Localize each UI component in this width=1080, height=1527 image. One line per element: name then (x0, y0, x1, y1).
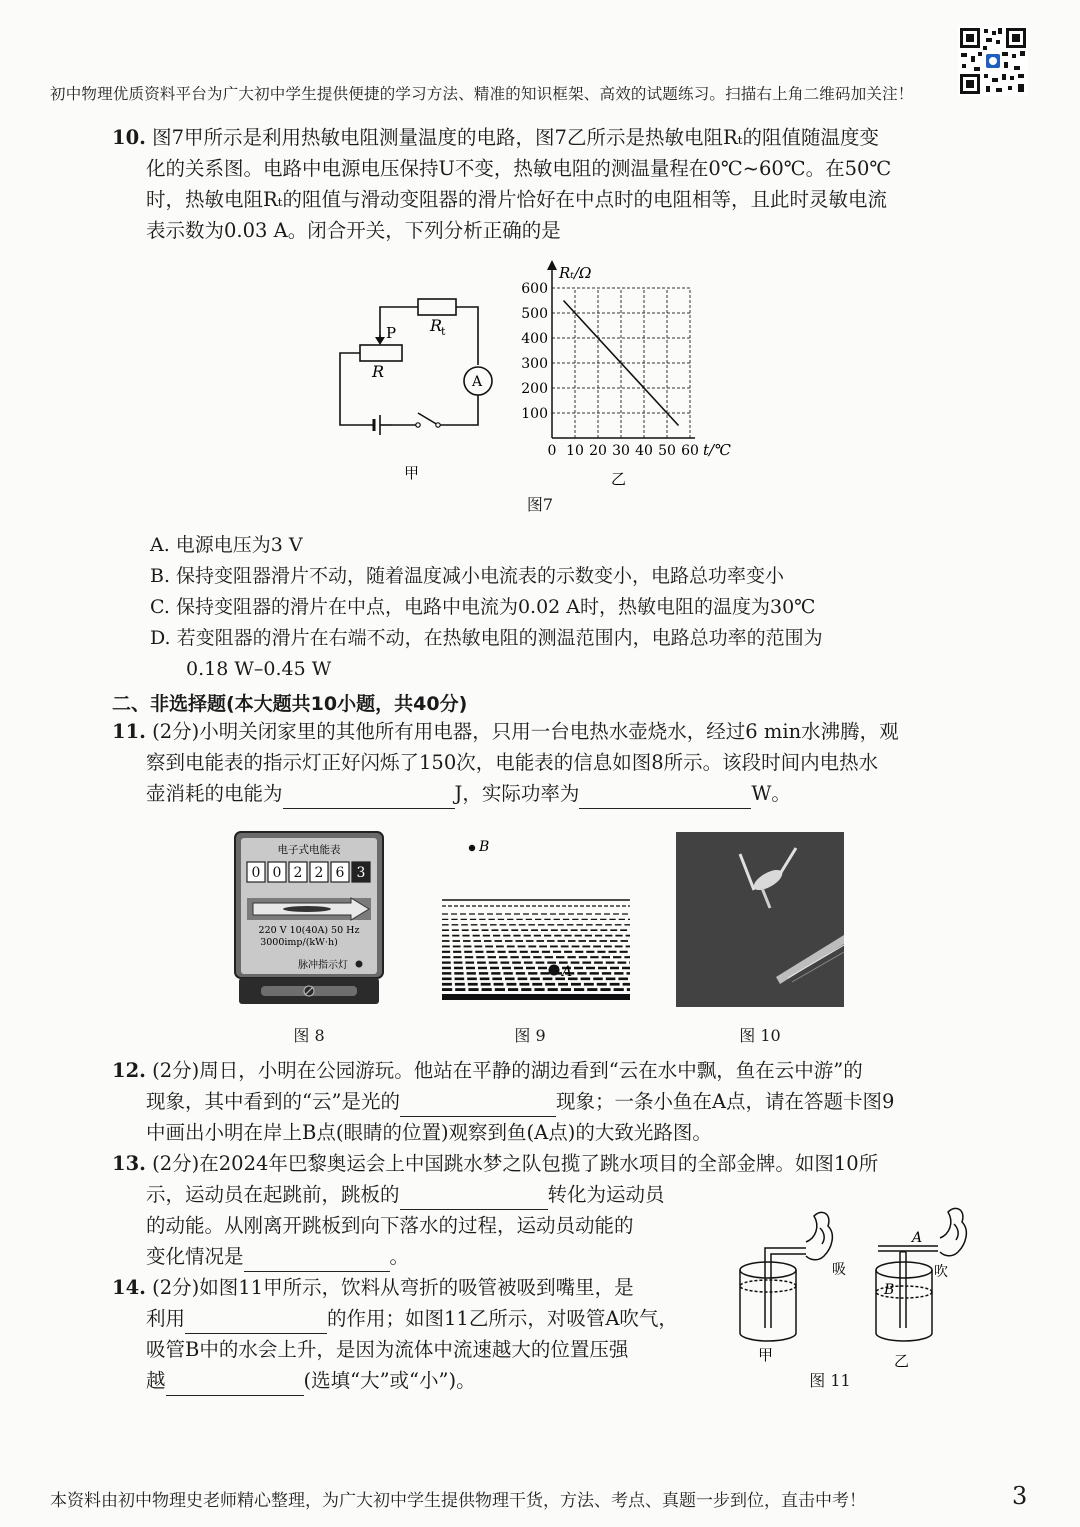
question-number: 14. (112, 1276, 146, 1299)
option-b: B. 保持变阻器滑片不动，随着温度减小电流表的示数变小，电路总功率变小 (150, 565, 785, 587)
option-d-continued: 0.18 W–0.45 W (186, 658, 332, 680)
figure-7-caption: 图7 (526, 495, 554, 514)
question-12 (112, 1055, 992, 1148)
question-text: 利用 (146, 1307, 186, 1330)
question-text: 。 (389, 1245, 410, 1268)
straw-a-label: A (912, 1230, 923, 1246)
question-text: (2分)小明关闭家里的其他所有用电器，只用一台电热水壶烧水，经过6 min水沸腾，观 (152, 720, 899, 743)
question-number: 11. (112, 720, 146, 743)
meter-indicator-label: 脉冲指示灯 (298, 960, 348, 971)
answer-blank[interactable] (400, 1094, 556, 1117)
pulse-light-icon (356, 961, 363, 968)
question-text: 化的关系图。电路中电源电压保持U不变，热敏电阻的测温量程在0℃~60℃。在50℃ (146, 157, 892, 180)
question-number: 10. (112, 126, 146, 149)
thermistor-label-sub: t (441, 325, 446, 338)
rheostat-label: R (372, 362, 385, 381)
page-number: 3 (1012, 1482, 1028, 1510)
circuit-caption: 甲 (404, 464, 420, 482)
point-b-label: B (479, 839, 490, 855)
question-text: (2分)在2024年巴黎奥运会上中国跳水梦之队包揽了跳水项目的全部金牌。如图10所 (152, 1152, 879, 1175)
graph-ytick-label: 200 (521, 381, 548, 397)
question-text: (2分)周日，小明在公园游玩。他站在平静的湖边看到“云在水中飘，鱼在云中游”的 (152, 1059, 863, 1082)
thermistor-label: R (430, 316, 443, 335)
figure-9-caption: 图 9 (514, 1026, 546, 1045)
question-text: 示，运动员在起跳前，跳板的 (146, 1183, 400, 1206)
figure-11-caption: 图 11 (809, 1371, 851, 1390)
question-text: 越 (146, 1369, 166, 1392)
answer-blank[interactable] (400, 1187, 548, 1210)
question-text: 图7甲所示是利用热敏电阻测量温度的电路，图7乙所示是热敏电阻Rₜ的阻值随温度变 (152, 126, 879, 149)
question-11 (112, 716, 992, 809)
meter-spec-voltage: 220 V 10(40A) 50 Hz (258, 925, 360, 936)
section-title: 二、非选择题(本大题共10小题，共40分) (112, 693, 468, 715)
question-text: 中画出小明在岸上B点(眼睛的位置)观察到鱼(A点)的大致光路图。 (146, 1121, 712, 1144)
graph-ytick-label: 600 (521, 281, 548, 297)
question-14 (112, 1272, 712, 1396)
question-text: 变化情况是 (146, 1245, 244, 1268)
question-text: 时，热敏电阻Rₜ的阻值与滑动变阻器的滑片恰好在中点时的电阻相等，且此时灵敏电流 (146, 188, 887, 211)
meter-digit: 0 (251, 865, 261, 881)
answer-blank[interactable] (283, 786, 455, 809)
diving-photo (676, 832, 844, 1007)
question-text: 现象，其中看到的“云”是光的 (146, 1090, 400, 1113)
question-text: J，实际功率为 (454, 782, 580, 805)
question-text: 吸管B中的水会上升，是因为流体中流速越大的位置压强 (146, 1338, 629, 1361)
circuit-diagram (330, 285, 500, 485)
question-text: 的作用；如图11乙所示，对吸管A吹气， (327, 1307, 678, 1330)
option-c: C. 保持变阻器的滑片在中点，电路中电流为0.02 A时，热敏电阻的温度为30℃ (150, 596, 816, 618)
question-text: W。 (751, 782, 791, 805)
meter-digit: 3 (356, 865, 366, 881)
question-10 (112, 122, 992, 246)
qr-code-icon[interactable] (958, 26, 1028, 96)
figure-11-jia-label: 甲 (758, 1346, 774, 1364)
graph-ytick-label: 300 (521, 356, 548, 372)
question-text: 察到电能表的指示灯正好闪烁了150次，电能表的信息如图8所示。该段时间内电热水 (146, 751, 879, 774)
graph-ytick-label: 500 (521, 306, 548, 322)
question-text: 壶消耗的电能为 (146, 782, 283, 805)
ammeter-label: A (472, 374, 483, 390)
answer-blank[interactable] (579, 786, 751, 809)
figure-8-caption: 图 8 (293, 1026, 325, 1045)
option-a: A. 电源电压为3 V (150, 534, 303, 556)
meter-digit: 6 (335, 865, 345, 881)
graph-xtick-label: 20 (589, 443, 607, 459)
question-number: 13. (112, 1152, 146, 1175)
figure-11-yi-label: 乙 (894, 1352, 910, 1370)
answer-blank[interactable] (185, 1311, 327, 1334)
electricity-meter (233, 830, 385, 1008)
slider-label: P (386, 324, 397, 342)
graph-xtick-label: 30 (612, 443, 630, 459)
graph-xtick-label: 50 (658, 443, 676, 459)
figure-10-caption: 图 10 (739, 1026, 781, 1045)
footer-note: 本资料由初中物理史老师精心整理，为广大初中学生提供物理干货，方法、考点、真题一步到位，直击中考！ (50, 1491, 866, 1511)
graph-xtick-label: 60 (681, 443, 699, 459)
graph-xlabel: t/℃ (703, 441, 731, 459)
graph-xtick-label: 10 (566, 443, 584, 459)
question-text: (选填“大”或“小”)。 (303, 1369, 476, 1392)
suck-label: 吸 (832, 1262, 846, 1278)
question-text: (2分)如图11甲所示，饮料从弯折的吸管被吸到嘴里，是 (152, 1276, 634, 1299)
graph-xtick-label: 40 (635, 443, 653, 459)
thermistor-graph (505, 258, 750, 490)
refraction-figure (432, 830, 637, 1010)
straw-b-label: B (884, 1282, 895, 1298)
meter-digit: 2 (314, 865, 324, 881)
question-text: 的动能。从刚离开跳板到向下落水的过程，运动员动能的 (146, 1214, 634, 1237)
blow-label: 吹 (934, 1264, 948, 1280)
graph-caption: 乙 (611, 470, 627, 488)
graph-ylabel: Rₜ/Ω (559, 264, 592, 282)
meter-title: 电子式电能表 (277, 844, 341, 856)
question-text: 现象；一条小鱼在A点，请在答题卡图9 (555, 1090, 895, 1113)
point-a-label: A (562, 964, 573, 980)
header-note: 初中物理优质资料平台为广大初中学生提供便捷的学习方法、精准的知识框架、高效的试题练习。扫描右上角二维码加关注！ (50, 85, 914, 103)
graph-ytick-label: 100 (521, 406, 548, 422)
option-d: D. 若变阻器的滑片在右端不动，在热敏电阻的测温范围内，电路总功率的范围为 (150, 627, 823, 649)
graph-xtick-label: 0 (547, 443, 557, 459)
meter-digit: 2 (293, 865, 303, 881)
meter-spec-constant: 3000imp/(kW·h) (260, 937, 338, 948)
question-number: 12. (112, 1059, 146, 1082)
question-text: 表示数为0.03 A。闭合开关，下列分析正确的是 (146, 219, 561, 242)
graph-ytick-label: 400 (521, 331, 548, 347)
answer-blank[interactable] (166, 1373, 304, 1396)
meter-digit: 0 (272, 865, 282, 881)
straw-figure (728, 1198, 990, 1376)
question-text: 转化为运动员 (547, 1183, 665, 1206)
answer-blank[interactable] (244, 1249, 390, 1272)
